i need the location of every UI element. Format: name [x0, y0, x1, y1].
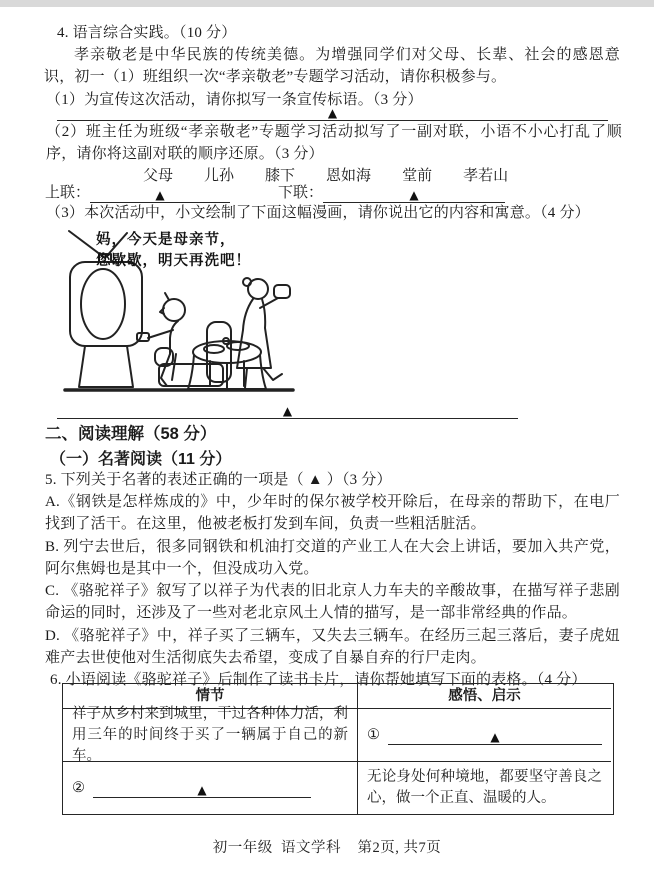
table-header-label: 感悟、启示 [448, 687, 521, 704]
mother-day-cartoon [55, 228, 300, 400]
xialian-answer-blank [323, 184, 505, 203]
section2-subheading: （一）名著阅读（11 分） [50, 451, 232, 468]
insight-text: 无论身处何种境地，都要坚守善良之心，做一个正直、温暖的人。 [367, 769, 602, 806]
table-answer-blank-1 [388, 726, 602, 745]
q6-reading-card-table [62, 683, 614, 815]
answer-marker-triangle: ▲ [197, 782, 207, 797]
table-row2-insight-cell [358, 762, 611, 814]
section2-heading: 二、阅读理解（58 分） [45, 425, 217, 443]
table-row1-plot-cell [63, 705, 358, 764]
answer-marker-triangle: ▲ [490, 729, 500, 744]
q4-sub3-prompt: （3）本次活动中，小文绘制了下面这幅漫画，请你说出它的内容和寓意。（4 分） [46, 205, 590, 221]
q5-stem: 5. 下列关于名著的表述正确的一项是（ ▲ ）（3 分） [45, 472, 392, 488]
xialian-label: 下联： [278, 185, 324, 201]
q4-title: 4. 语言综合实践。（10 分） [57, 25, 237, 41]
couplet-word: 堂前 [402, 168, 433, 184]
speech-bubble-line2: 您歇歇，明天再洗吧！ [96, 253, 251, 269]
q5-option-c: C. 《骆驼祥子》叙写了以祥子为代表的旧北京人力车夫的辛酸故事，在描写祥子悲剧命运的同时，还涉及了一些对老北京风土人情的描写，是一部非常经典的作品。 [45, 583, 620, 622]
page-footer: 初一年级 语文学科 第2页, 共7页 [212, 840, 442, 856]
answer-number-label: ② [72, 779, 85, 796]
table-row2-answer-cell [63, 762, 358, 814]
couplet-word-bank [143, 164, 508, 185]
q5-option-a: A.《钢铁是怎样炼成的》中，少年时的保尔被学校开除后，在母亲的帮助下，在电厂找到了活干。在这里，他被老板打发到车间，负责一些粗活脏活。 [45, 494, 620, 533]
q4-sub3-answer-blank [57, 401, 518, 419]
q5-option-b: B. 列宁去世后，很多同钢铁和机油打交道的产业工人在大会上讲话，要加入共产党，阿尔焦姆也是其中一个，但没成功入党。 [45, 539, 620, 578]
answer-number-label: ① [367, 726, 380, 743]
couplet-word: 父母 [143, 168, 174, 184]
couplet-word: 儿孙 [204, 168, 235, 184]
answer-marker-triangle: ▲ [155, 188, 165, 202]
couplet-word: 膝下 [265, 168, 296, 184]
table-answer-blank-2 [93, 779, 311, 798]
couplet-word: 孝若山 [463, 168, 509, 184]
plot-text: 祥子从乡村来到城里，干过各种体力活，利用三年的时间终于买了一辆属于自己的新车。 [72, 705, 348, 764]
couplet-word: 恩如海 [326, 168, 372, 184]
q4-sub1-prompt: （1）为宣传这次活动，请你拟写一条宣传标语。（3 分） [46, 92, 423, 108]
shanglian-answer-blank [90, 184, 230, 203]
table-header-label: 情节 [195, 687, 225, 704]
scan-top-edge [0, 0, 654, 7]
answer-marker-triangle: ▲ [327, 106, 338, 120]
answer-marker-triangle: ▲ [282, 404, 293, 418]
q5-option-d: D. 《骆驼祥子》中，祥子买了三辆车，又失去三辆车。在经历三起三落后，妻子虎妞难产去世使他对生活彻底失去希望，变成了自暴自弃的行尸走肉。 [45, 628, 620, 667]
shanglian-label: 上联： [45, 185, 91, 201]
q6-stem: 6. 小语阅读《骆驼祥子》后制作了读书卡片，请你帮她填写下面的表格。（4 分） [50, 672, 587, 688]
q4-intro-paragraph: 孝亲敬老是中华民族的传统美德。为增强同学们对父母、长辈、社会的感恩意识，初一（1）班组织一次“孝亲敬老”专题学习活动，请你积极参与。 [44, 47, 620, 86]
answer-marker-triangle: ▲ [409, 188, 419, 202]
table-row1-answer-cell [358, 709, 611, 762]
q4-sub1-answer-blank [57, 103, 608, 121]
speech-bubble [96, 230, 296, 272]
couplet-answer-row [45, 184, 615, 203]
speech-bubble-line1: 妈，今天是母亲节， [96, 232, 236, 248]
table-header-insight [358, 684, 611, 709]
q4-sub2-prompt: （2）班主任为班级“孝亲敬老”专题学习活动拟写了一副对联，小语不小心打乱了顺序，请你将这副对联的顺序还原。（3 分） [46, 124, 622, 163]
